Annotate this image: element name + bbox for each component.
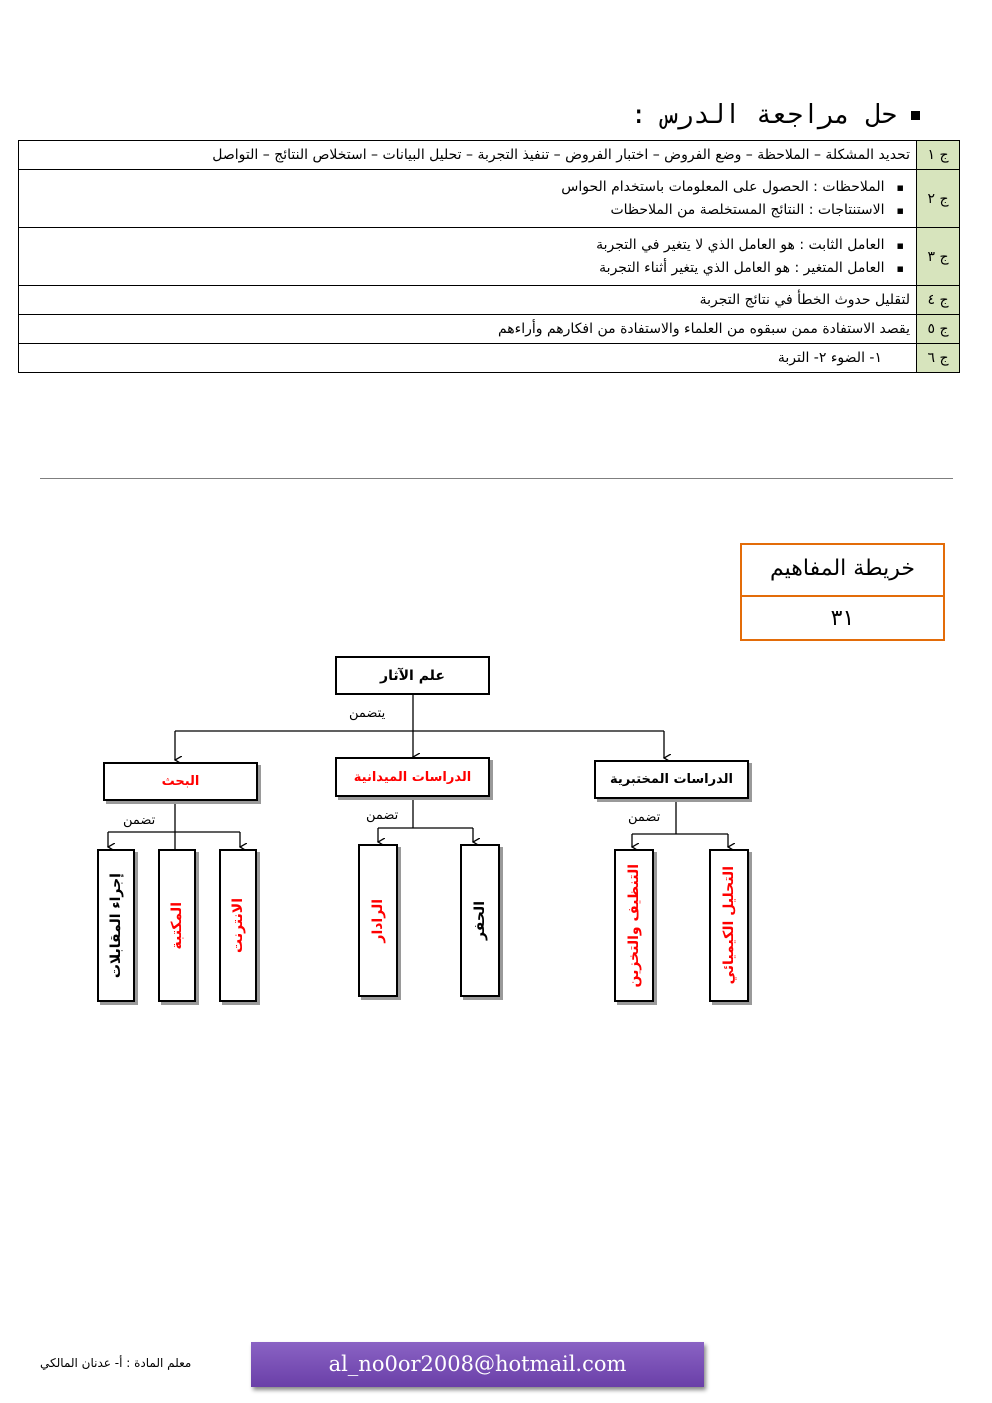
concept-map-title: خريطة المفاهيم (742, 545, 943, 597)
leaf-internet (219, 849, 257, 1002)
answer-bullet: ▪ العامل المتغير : هو العامل الذي يتغير أثناء التجربة (25, 257, 910, 280)
link-label: تضمن (366, 808, 399, 823)
concept-map-number: ٣١ (830, 606, 855, 631)
answer-text: ١- الضوء ٢- التربة (19, 344, 917, 373)
leaf-label: الحفر (472, 901, 488, 940)
leaf-excavation (460, 844, 500, 997)
link-label: تضمن (628, 810, 661, 825)
leaf-radar (358, 844, 398, 997)
answer-number: ج ٣ (917, 228, 960, 286)
answer-bullet: ▪ الاستنتاجات : النتائج المستخلصة من الملاحظات (25, 199, 910, 222)
branch-research: البحث (103, 762, 258, 801)
root-link-label: يتضمن (349, 706, 386, 721)
answer-text: يقصد الاستفادة ممن سبقوه من العلماء والاستفادة من افكارهم وأراءهم (19, 315, 917, 344)
leaf-label: إجراء المقابلات (108, 872, 124, 979)
leaf-chemical-analysis (709, 849, 749, 1002)
answer-bullet: ▪ العامل الثابت : هو العامل الذي لا يتغير في التجربة (25, 234, 910, 257)
answer-bullet: ▪ الملاحظات : الحصول على المعلومات باستخدام الحواس (25, 176, 910, 199)
answer-number: ج ٤ (917, 286, 960, 315)
leaf-label: المكتبة (169, 901, 185, 950)
link-label: تضمن (123, 813, 156, 828)
leaf-label: التنظيف والتخزين (626, 863, 642, 988)
root-node: علم الآثار (335, 656, 490, 695)
branch-field-studies: الدراسات الميدانية (335, 757, 490, 797)
leaf-label: التحليل الكيميائي (721, 866, 737, 985)
answer-number: ج ١ (917, 141, 960, 170)
answer-number: ج ٢ (917, 170, 960, 228)
answer-text: لتقليل حدوث الخطأ في نتائج التجربة (19, 286, 917, 315)
leaf-label: الرادار (370, 898, 386, 943)
email-banner: al_no0or2008@hotmail.com (251, 1342, 704, 1387)
teacher-credit: معلم المادة : أ- عدنان المالكي (40, 1356, 192, 1370)
branch-lab-studies: الدراسات المختبرية (594, 760, 749, 799)
answer-number: ج ٥ (917, 315, 960, 344)
answer-text: تحديد المشكلة – الملاحظة – وضع الفروض – اختبار الفروض – تنفيذ التجربة – تحليل البيانات – استخلاص النتائج – التواصل (19, 141, 917, 170)
leaf-cleaning-storage (614, 849, 654, 1002)
leaf-interviews (97, 849, 135, 1002)
leaf-label: الانترنت (230, 898, 246, 953)
answer-number: ج ٦ (917, 344, 960, 373)
leaf-library (158, 849, 196, 1002)
lesson-review-heading: حل مراجعة الدرس : (631, 100, 920, 130)
